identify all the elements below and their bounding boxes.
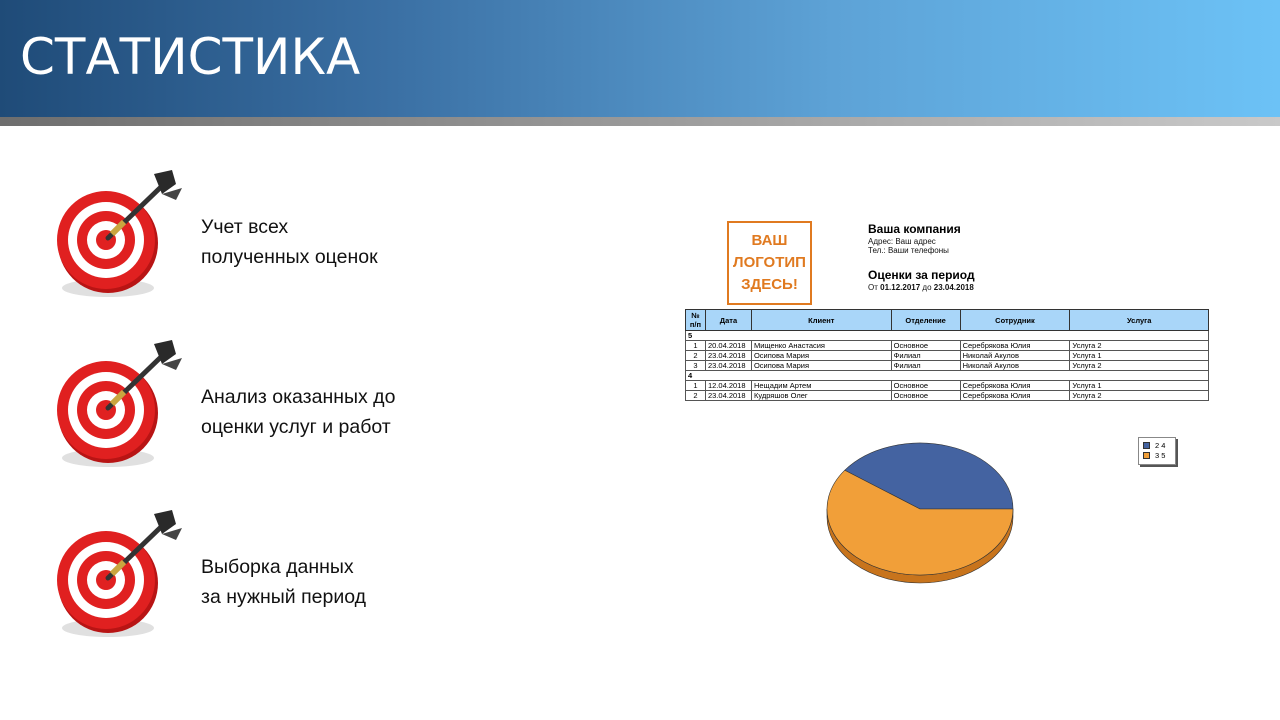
cell-client: Кудряшов Олег (751, 391, 891, 401)
logo-line: ЛОГОТИП (733, 254, 806, 271)
period-prefix: От (868, 283, 878, 292)
table-row (686, 391, 1209, 401)
group-row (686, 371, 1209, 381)
cell-num: 3 (686, 361, 706, 371)
cell-client: Нещадим Артем (751, 381, 891, 391)
column-header-num: № п/п (686, 310, 706, 331)
legend-swatch (1143, 442, 1150, 449)
group-label: 4 (686, 371, 1209, 381)
bullet-item (50, 170, 610, 310)
report-period (868, 283, 974, 292)
company-name: Ваша компания (868, 222, 961, 236)
table-row (686, 381, 1209, 391)
bullet-text (201, 212, 378, 272)
chart-legend (1138, 437, 1176, 465)
legend-label: 3 5 (1155, 451, 1166, 460)
bullet-item (50, 510, 610, 650)
cell-date: 12.04.2018 (705, 381, 751, 391)
table-header-row (686, 310, 1209, 331)
bullet-line: Выборка данных (201, 556, 354, 578)
column-header-client: Клиент (751, 310, 891, 331)
table-row (686, 341, 1209, 351)
cell-num: 1 (686, 381, 706, 391)
bullet-line: Анализ оказанных до (201, 386, 396, 408)
cell-date: 23.04.2018 (705, 361, 751, 371)
legend-label: 2 4 (1155, 441, 1166, 450)
bullet-line: оценки услуг и работ (201, 416, 391, 438)
cell-dept: Филиал (891, 351, 960, 361)
target-dart-icon (50, 510, 190, 650)
legend-item (1143, 451, 1165, 460)
cell-employee: Николай Акулов (960, 351, 1070, 361)
cell-date: 23.04.2018 (705, 351, 751, 361)
company-phone: Тел.: Ваши телефоны (868, 246, 949, 255)
report-preview (685, 220, 1210, 590)
cell-service: Услуга 2 (1070, 341, 1209, 351)
logo-line: ЗДЕСЬ! (741, 276, 798, 293)
legend-item (1143, 441, 1165, 450)
cell-date: 20.04.2018 (705, 341, 751, 351)
bullet-text (201, 382, 395, 442)
bullet-line: за нужный период (201, 586, 367, 608)
cell-date: 23.04.2018 (705, 391, 751, 401)
cell-client: Осипова Мария (751, 351, 891, 361)
cell-employee: Серебрякова Юлия (960, 341, 1070, 351)
target-dart-icon (50, 340, 190, 480)
cell-num: 2 (686, 391, 706, 401)
table-row (686, 361, 1209, 371)
table-row (686, 351, 1209, 361)
cell-num: 2 (686, 351, 706, 361)
group-label: 5 (686, 331, 1209, 341)
page-title: СТАТИСТИКА (20, 28, 361, 86)
cell-client: Мищенко Анастасия (751, 341, 891, 351)
bullet-line: полученных оценок (201, 246, 378, 268)
bullet-text (201, 552, 366, 612)
cell-service: Услуга 1 (1070, 351, 1209, 361)
column-header-employee: Сотрудник (960, 310, 1070, 331)
bullet-item (50, 340, 610, 480)
cell-employee: Серебрякова Юлия (960, 391, 1070, 401)
company-address: Адрес: Ваш адрес (868, 237, 936, 246)
cell-employee: Николай Акулов (960, 361, 1070, 371)
cell-client: Осипова Мария (751, 361, 891, 371)
pie-chart (815, 435, 1015, 585)
cell-dept: Основное (891, 391, 960, 401)
legend-swatch (1143, 452, 1150, 459)
column-header-date: Дата (705, 310, 751, 331)
logo-placeholder (727, 221, 812, 305)
cell-service: Услуга 1 (1070, 381, 1209, 391)
ratings-table (685, 309, 1209, 401)
cell-service: Услуга 2 (1070, 391, 1209, 401)
bullet-line: Учет всех (201, 216, 289, 238)
group-row (686, 331, 1209, 341)
period-from: 01.12.2017 (880, 283, 921, 292)
logo-line: ВАШ (751, 232, 788, 249)
period-middle: до (922, 283, 932, 292)
cell-num: 1 (686, 341, 706, 351)
column-header-dept: Отделение (891, 310, 960, 331)
target-dart-icon (50, 170, 190, 310)
cell-dept: Основное (891, 341, 960, 351)
header-bar (0, 0, 1280, 117)
period-to: 23.04.2018 (933, 283, 974, 292)
cell-dept: Филиал (891, 361, 960, 371)
report-title: Оценки за период (868, 268, 975, 282)
cell-dept: Основное (891, 381, 960, 391)
column-header-service: Услуга (1070, 310, 1209, 331)
header-divider (0, 117, 1280, 126)
cell-employee: Серебрякова Юлия (960, 381, 1070, 391)
cell-service: Услуга 2 (1070, 361, 1209, 371)
